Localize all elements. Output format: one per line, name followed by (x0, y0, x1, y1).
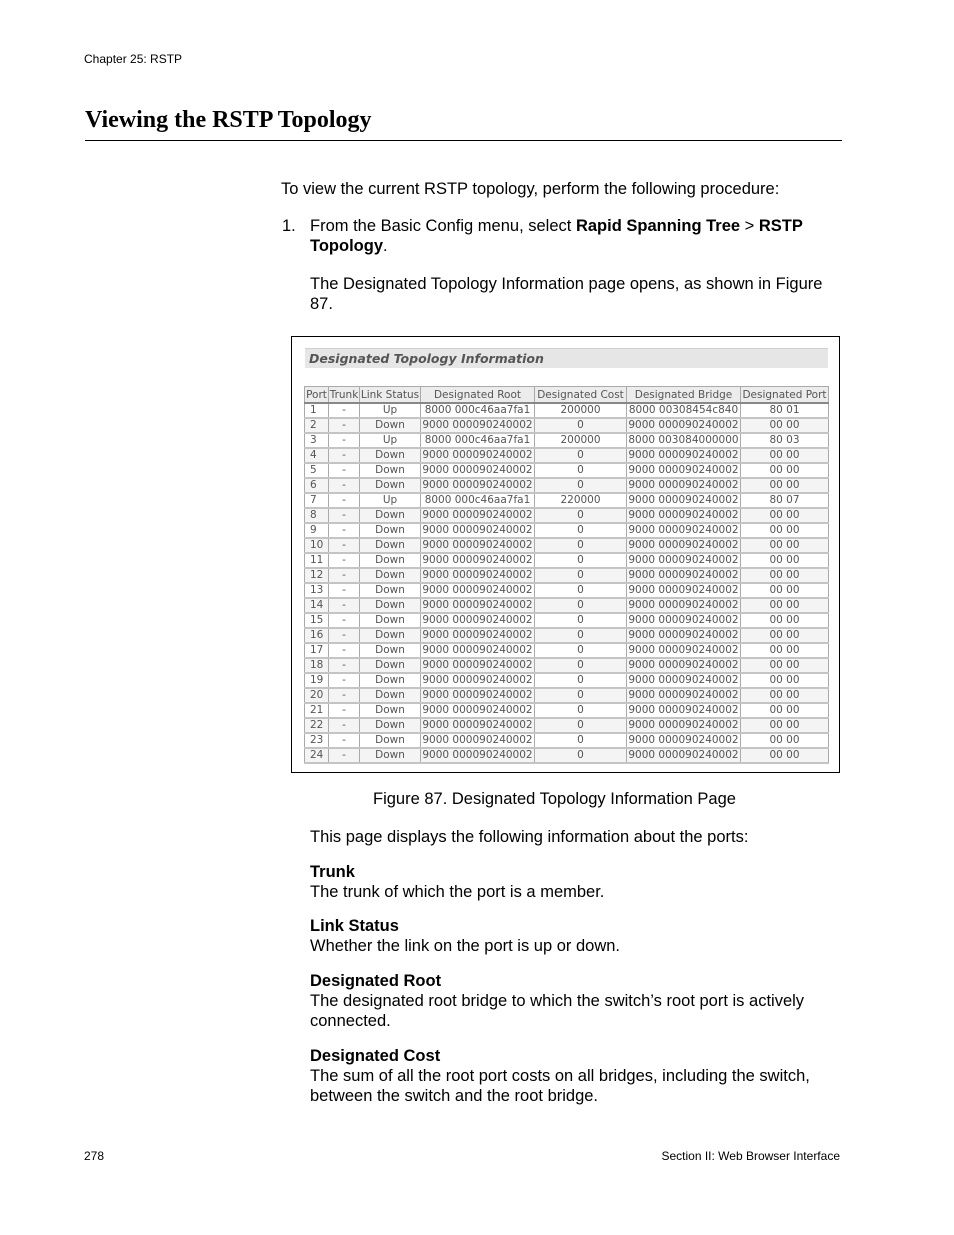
table-row (305, 568, 829, 583)
term-designated-cost: Designated Cost (310, 1047, 441, 1065)
cell-trunk: - (329, 448, 360, 463)
cell-link-status: Down (360, 688, 421, 703)
cell-designated-root: 9000 000090240002 (422, 734, 533, 746)
cell-designated-cost: 0 (535, 448, 627, 463)
cell-designated-cost: 220000 (535, 493, 627, 508)
cell-designated-root: 9000 000090240002 (422, 479, 533, 491)
table-row (305, 508, 829, 523)
cell-designated-bridge: 9000 000090240002 (628, 449, 739, 461)
table-row (305, 403, 829, 418)
cell-designated-bridge: 9000 000090240002 (628, 719, 739, 731)
cell-link-status: Down (360, 508, 421, 523)
cell-designated-cost: 0 (535, 673, 627, 688)
cell-link-status: Down (360, 583, 421, 598)
step-followup: The Designated Topology Information page opens, as shown in Figure 87. (310, 275, 823, 313)
topology-table (304, 386, 829, 764)
cell-designated-port: 00 00 (741, 688, 829, 703)
cell-trunk: - (329, 478, 360, 493)
cell-trunk: - (329, 508, 360, 523)
cell-port: 24 (305, 748, 329, 763)
def-trunk: The trunk of which the port is a member. (310, 883, 605, 901)
cell-designated-root: 9000 000090240002 (422, 659, 533, 671)
cell-designated-port: 00 00 (741, 523, 829, 538)
cell-designated-cost: 0 (535, 553, 627, 568)
cell-link-status: Down (360, 418, 421, 433)
cell-designated-root: 9000 000090240002 (422, 554, 533, 566)
cell-designated-bridge: 9000 000090240002 (628, 479, 739, 491)
cell-trunk: - (329, 688, 360, 703)
table-row (305, 643, 829, 658)
cell-designated-port: 80 01 (741, 403, 829, 418)
cell-designated-port: 80 03 (741, 433, 829, 448)
col-header-trunk: Trunk (329, 387, 360, 404)
menu-path-rstp-topology: RSTP Topology (310, 217, 803, 255)
cell-designated-cost: 0 (535, 463, 627, 478)
cell-designated-bridge: 9000 000090240002 (628, 539, 739, 551)
ui-page-heading: Designated Topology Information (305, 348, 828, 368)
cell-designated-port: 00 00 (741, 553, 829, 568)
cell-designated-port: 00 00 (741, 628, 829, 643)
cell-trunk: - (329, 553, 360, 568)
cell-designated-bridge: 9000 000090240002 (628, 569, 739, 581)
cell-designated-cost: 0 (535, 508, 627, 523)
cell-designated-port: 00 00 (741, 568, 829, 583)
cell-link-status: Down (360, 538, 421, 553)
title-rule (85, 140, 842, 141)
table-row (305, 463, 829, 478)
cell-designated-bridge: 9000 000090240002 (628, 524, 739, 536)
cell-designated-port: 00 00 (741, 538, 829, 553)
step-text (310, 216, 842, 256)
table-row (305, 718, 829, 733)
cell-port: 17 (305, 643, 329, 658)
cell-designated-port: 00 00 (741, 673, 829, 688)
cell-link-status: Down (360, 568, 421, 583)
table-row (305, 688, 829, 703)
cell-designated-cost: 200000 (535, 433, 627, 448)
cell-designated-port: 00 00 (741, 508, 829, 523)
cell-designated-port: 00 00 (741, 658, 829, 673)
col-header-link-status: Link Status (360, 387, 421, 404)
cell-designated-cost: 0 (535, 583, 627, 598)
cell-link-status: Up (360, 403, 421, 418)
cell-designated-bridge: 9000 000090240002 (628, 674, 739, 686)
cell-port: 12 (305, 568, 329, 583)
cell-designated-cost: 0 (535, 658, 627, 673)
table-row (305, 523, 829, 538)
col-header-designated-root: Designated Root (421, 387, 535, 404)
def-designated-root: The designated root bridge to which the switch’s root port is actively connected. (310, 992, 805, 1030)
cell-port: 8 (305, 508, 329, 523)
col-header-designated-bridge: Designated Bridge (627, 387, 741, 404)
table-row (305, 538, 829, 553)
step-number: 1. (282, 217, 296, 235)
cell-designated-root: 9000 000090240002 (422, 449, 533, 461)
cell-designated-root: 9000 000090240002 (422, 749, 533, 761)
cell-trunk: - (329, 598, 360, 613)
table-header-row (305, 387, 829, 404)
col-header-designated-port: Designated Port (741, 387, 829, 404)
cell-link-status: Down (360, 613, 421, 628)
cell-designated-cost: 0 (535, 598, 627, 613)
cell-link-status: Up (360, 433, 421, 448)
cell-link-status: Down (360, 658, 421, 673)
term-trunk: Trunk (310, 863, 355, 881)
col-header-port: Port (305, 387, 329, 404)
table-row (305, 703, 829, 718)
cell-trunk: - (329, 433, 360, 448)
table-row (305, 613, 829, 628)
cell-designated-bridge: 9000 000090240002 (628, 599, 739, 611)
cell-designated-root: 8000 000c46aa7fa1 (421, 493, 535, 508)
cell-port: 10 (305, 538, 329, 553)
table-row (305, 733, 829, 748)
cell-designated-cost: 0 (535, 478, 627, 493)
cell-designated-cost: 0 (535, 688, 627, 703)
cell-designated-port: 00 00 (741, 643, 829, 658)
cell-link-status: Down (360, 523, 421, 538)
cell-link-status: Down (360, 748, 421, 763)
menu-separator: > (740, 217, 759, 235)
cell-designated-cost: 0 (535, 538, 627, 553)
col-header-designated-cost: Designated Cost (535, 387, 627, 404)
intro-paragraph: To view the current RSTP topology, perform the following procedure: (281, 180, 780, 198)
cell-port: 2 (305, 418, 329, 433)
cell-designated-root: 9000 000090240002 (422, 599, 533, 611)
cell-trunk: - (329, 493, 360, 508)
running-header: Chapter 25: RSTP (84, 52, 183, 66)
cell-designated-port: 00 00 (741, 703, 829, 718)
cell-designated-cost: 200000 (535, 403, 627, 418)
cell-designated-root: 9000 000090240002 (422, 704, 533, 716)
cell-designated-cost: 0 (535, 733, 627, 748)
table-row (305, 553, 829, 568)
term-designated-root: Designated Root (310, 972, 442, 990)
cell-designated-bridge: 9000 000090240002 (628, 614, 739, 626)
cell-designated-port: 00 00 (741, 478, 829, 493)
cell-designated-port: 00 00 (741, 463, 829, 478)
cell-designated-port: 80 07 (741, 493, 829, 508)
cell-designated-cost: 0 (535, 718, 627, 733)
cell-port: 5 (305, 463, 329, 478)
cell-trunk: - (329, 538, 360, 553)
cell-link-status: Down (360, 598, 421, 613)
description-intro: This page displays the following information about the ports: (310, 828, 749, 846)
cell-trunk: - (329, 403, 360, 418)
cell-designated-root: 9000 000090240002 (422, 584, 533, 596)
cell-designated-cost: 0 (535, 523, 627, 538)
cell-trunk: - (329, 583, 360, 598)
cell-designated-port: 00 00 (741, 583, 829, 598)
cell-link-status: Down (360, 553, 421, 568)
cell-designated-bridge: 9000 000090240002 (628, 554, 739, 566)
cell-trunk: - (329, 568, 360, 583)
cell-designated-root: 9000 000090240002 (422, 464, 533, 476)
cell-trunk: - (329, 748, 360, 763)
table-row (305, 478, 829, 493)
cell-link-status: Down (360, 643, 421, 658)
cell-designated-port: 00 00 (741, 613, 829, 628)
cell-designated-bridge: 9000 000090240002 (628, 749, 739, 761)
cell-designated-root: 9000 000090240002 (422, 509, 533, 521)
cell-designated-cost: 0 (535, 748, 627, 763)
cell-port: 9 (305, 523, 329, 538)
def-designated-cost: The sum of all the root port costs on all bridges, including the switch, between the switch and the root bridge. (310, 1067, 810, 1105)
cell-designated-root: 8000 000c46aa7fa1 (421, 433, 535, 448)
cell-port: 6 (305, 478, 329, 493)
cell-port: 23 (305, 733, 329, 748)
cell-designated-bridge: 9000 000090240002 (628, 629, 739, 641)
cell-trunk: - (329, 628, 360, 643)
cell-port: 20 (305, 688, 329, 703)
cell-designated-bridge: 9000 000090240002 (628, 494, 739, 506)
cell-designated-port: 00 00 (741, 748, 829, 763)
cell-trunk: - (329, 718, 360, 733)
cell-designated-bridge: 9000 000090240002 (628, 689, 739, 701)
cell-designated-root: 9000 000090240002 (422, 689, 533, 701)
cell-designated-port: 00 00 (741, 418, 829, 433)
cell-designated-root: 9000 000090240002 (422, 719, 533, 731)
cell-designated-bridge: 9000 000090240002 (628, 464, 739, 476)
cell-port: 7 (305, 493, 329, 508)
cell-designated-bridge: 9000 000090240002 (628, 704, 739, 716)
table-row (305, 433, 829, 448)
cell-designated-root: 9000 000090240002 (422, 539, 533, 551)
cell-link-status: Down (360, 463, 421, 478)
cell-trunk: - (329, 418, 360, 433)
cell-link-status: Up (360, 493, 421, 508)
cell-link-status: Down (360, 448, 421, 463)
table-row (305, 748, 829, 763)
cell-trunk: - (329, 733, 360, 748)
cell-designated-bridge: 9000 000090240002 (628, 644, 739, 656)
cell-designated-cost: 0 (535, 628, 627, 643)
cell-designated-cost: 0 (535, 613, 627, 628)
cell-designated-port: 00 00 (741, 733, 829, 748)
cell-designated-bridge: 9000 000090240002 (628, 509, 739, 521)
table-row (305, 628, 829, 643)
menu-path-rapid-spanning-tree: Rapid Spanning Tree (575, 217, 741, 235)
cell-designated-bridge: 9000 000090240002 (628, 734, 739, 746)
cell-designated-root: 9000 000090240002 (422, 569, 533, 581)
cell-port: 4 (305, 448, 329, 463)
cell-port: 22 (305, 718, 329, 733)
cell-link-status: Down (360, 673, 421, 688)
cell-designated-cost: 0 (535, 703, 627, 718)
table-row (305, 493, 829, 508)
cell-port: 19 (305, 673, 329, 688)
cell-port: 13 (305, 583, 329, 598)
term-link-status: Link Status (310, 917, 399, 935)
figure-screenshot (291, 336, 840, 773)
running-footer: Section II: Web Browser Interface (661, 1149, 840, 1163)
cell-designated-root: 9000 000090240002 (422, 629, 533, 641)
page-number: 278 (84, 1149, 105, 1163)
cell-designated-cost: 0 (535, 568, 627, 583)
cell-port: 16 (305, 628, 329, 643)
cell-designated-bridge: 8000 00308454c840 (627, 403, 741, 418)
cell-port: 14 (305, 598, 329, 613)
cell-designated-root: 8000 000c46aa7fa1 (421, 403, 535, 418)
table-row (305, 448, 829, 463)
cell-trunk: - (329, 523, 360, 538)
table-row (305, 673, 829, 688)
cell-designated-bridge: 9000 000090240002 (628, 659, 739, 671)
cell-trunk: - (329, 673, 360, 688)
cell-link-status: Down (360, 628, 421, 643)
table-row (305, 418, 829, 433)
cell-link-status: Down (360, 478, 421, 493)
cell-link-status: Down (360, 733, 421, 748)
cell-port: 1 (305, 403, 329, 418)
step-text-post: . (383, 237, 388, 255)
figure-caption: Figure 87. Designated Topology Information Page (373, 790, 736, 808)
cell-port: 15 (305, 613, 329, 628)
cell-designated-bridge: 9000 000090240002 (628, 419, 739, 431)
def-link-status: Whether the link on the port is up or down. (310, 937, 621, 955)
table-row (305, 658, 829, 673)
cell-designated-cost: 0 (535, 418, 627, 433)
cell-port: 3 (305, 433, 329, 448)
cell-designated-bridge: 9000 000090240002 (628, 584, 739, 596)
cell-designated-port: 00 00 (741, 598, 829, 613)
cell-designated-bridge: 8000 003084000000 (628, 434, 739, 446)
cell-trunk: - (329, 703, 360, 718)
cell-designated-port: 00 00 (741, 448, 829, 463)
cell-trunk: - (329, 463, 360, 478)
cell-trunk: - (329, 643, 360, 658)
cell-port: 11 (305, 553, 329, 568)
cell-designated-root: 9000 000090240002 (422, 524, 533, 536)
cell-designated-root: 9000 000090240002 (422, 674, 533, 686)
cell-link-status: Down (360, 718, 421, 733)
table-row (305, 598, 829, 613)
cell-trunk: - (329, 658, 360, 673)
step-text-pre: From the Basic Config menu, select (310, 217, 576, 235)
section-title: Viewing the RSTP Topology (85, 107, 372, 133)
cell-designated-root: 9000 000090240002 (422, 419, 533, 431)
cell-link-status: Down (360, 703, 421, 718)
cell-trunk: - (329, 613, 360, 628)
table-row (305, 583, 829, 598)
cell-port: 21 (305, 703, 329, 718)
cell-designated-cost: 0 (535, 643, 627, 658)
cell-designated-root: 9000 000090240002 (422, 644, 533, 656)
cell-designated-root: 9000 000090240002 (422, 614, 533, 626)
cell-designated-port: 00 00 (741, 718, 829, 733)
cell-port: 18 (305, 658, 329, 673)
